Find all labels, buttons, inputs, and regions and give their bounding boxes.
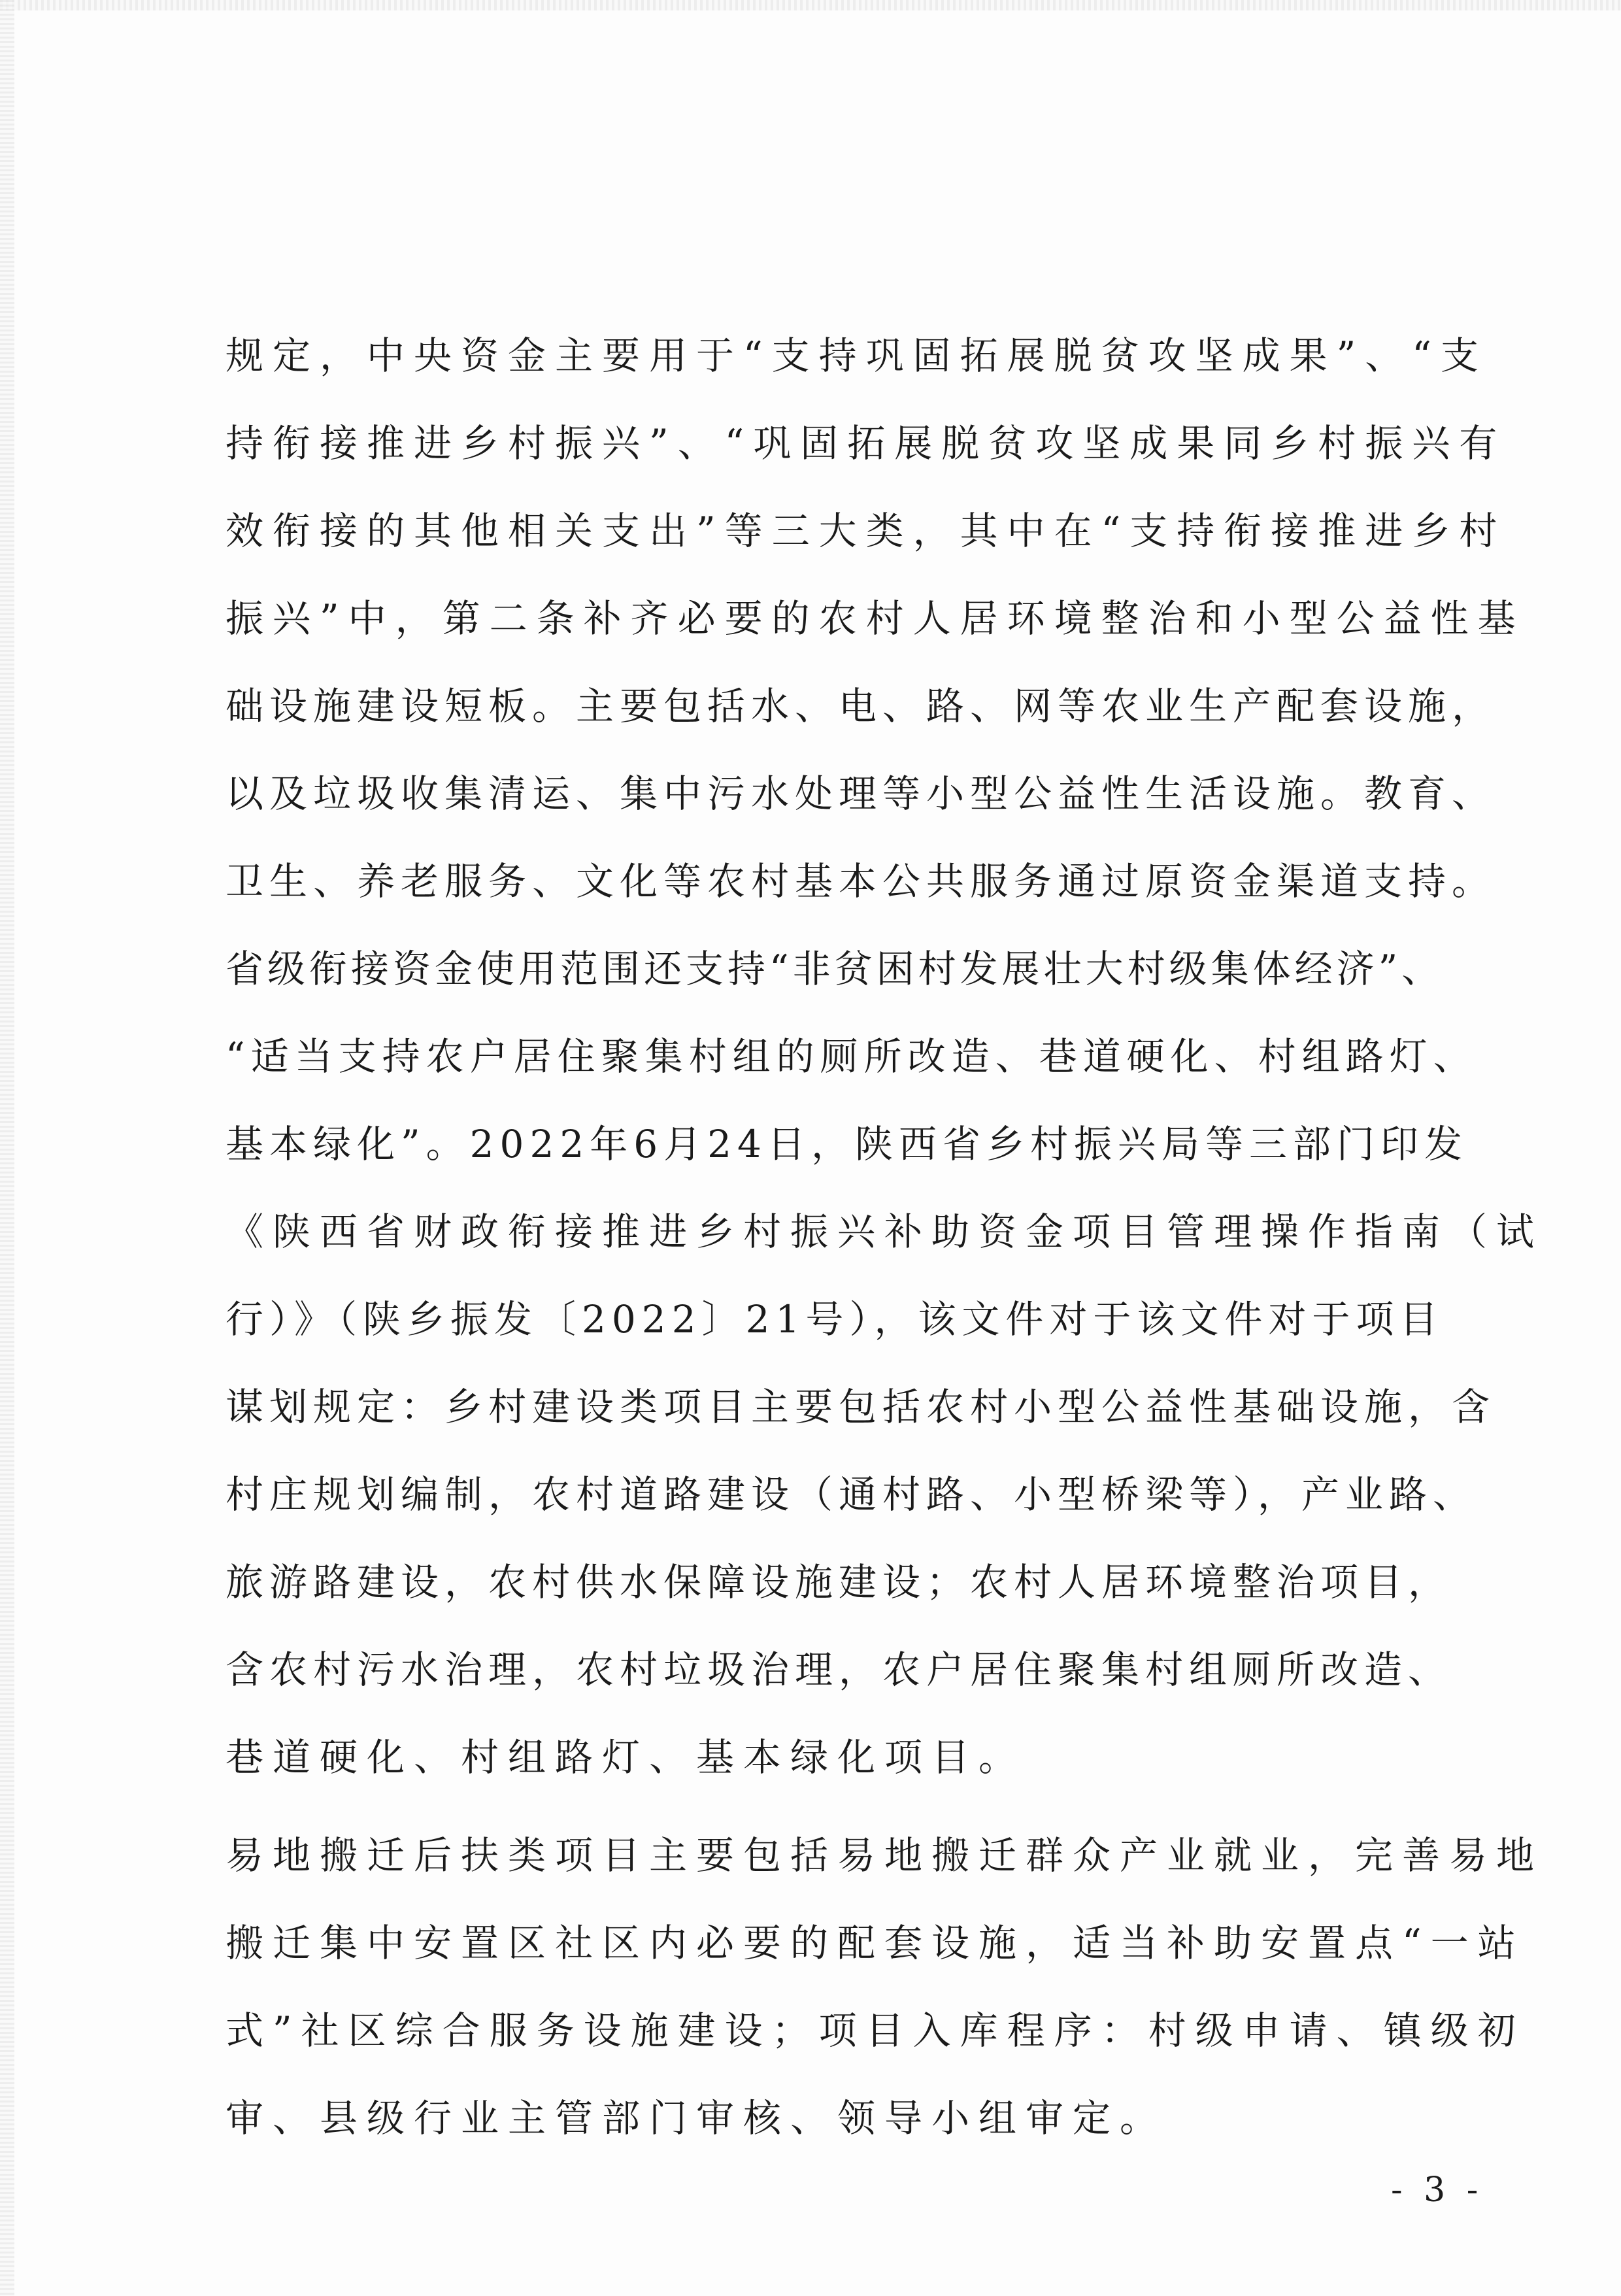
text-line: 基本绿化”。2022年6月24日，陕西省乡村振兴局等三部门印发 <box>226 1122 1468 1166</box>
text-line: 以及垃圾收集清运、集中污水处理等小型公益性生活设施。教育、 <box>226 771 1496 816</box>
text-line: 易地搬迁后扶类项目主要包括易地搬迁群众产业就业，完善易地 <box>226 1833 1544 1878</box>
text-line: 式”社区综合服务设施建设；项目入库程序：村级申请、镇级初 <box>226 2008 1525 2053</box>
text-line: 含农村污水治理，农村垃圾治理，农户居住聚集村组厕所改造、 <box>226 1647 1452 1692</box>
text-line: 卫生、养老服务、文化等农村基本公共服务通过原资金渠道支持。 <box>226 859 1496 903</box>
text-line: 持衔接推进乡村振兴”、“巩固拓展脱贫攻坚成果同乡村振兴有 <box>226 421 1507 465</box>
text-line: 村庄规划编制，农村道路建设（通村路、小型桥梁等），产业路、 <box>226 1472 1477 1517</box>
text-line: 搬迁集中安置区社区内必要的配套设施，适当补助安置点“一站 <box>226 1921 1525 1965</box>
text-line: 规定，中央资金主要用于“支持巩固拓展脱贫攻坚成果”、“支 <box>226 333 1488 378</box>
body-text <box>226 312 1544 2162</box>
page-number: - 3 - <box>1391 2170 1484 2210</box>
text-line: 效衔接的其他相关支出”等三大类，其中在“支持衔接推进乡村 <box>226 509 1507 553</box>
text-line: 础设施建设短板。主要包括水、电、路、网等农业生产配套设施， <box>226 684 1496 728</box>
text-line: 审、县级行业主管部门审核、领导小组审定。 <box>226 2096 1167 2140</box>
text-line: 旅游路建设，农村供水保障设施建设；农村人居环境整治项目， <box>226 1560 1452 1604</box>
text-line: 行）》（陕乡振发〔2022〕21号），该文件对于该文件对于项目 <box>226 1297 1444 1342</box>
text-line: “适当支持农户居住聚集村组的厕所改造、巷道硬化、村组路灯、 <box>226 1034 1477 1079</box>
text-line: 《陕西省财政衔接推进乡村振兴补助资金项目管理操作指南（试 <box>226 1209 1544 1254</box>
text-line: 巷道硬化、村组路灯、基本绿化项目。 <box>226 1735 1026 1780</box>
text-line: 谋划规定：乡村建设类项目主要包括农村小型公益性基础设施，含 <box>226 1385 1496 1429</box>
scan-edge-top <box>0 0 1621 10</box>
text-line: 省级衔接资金使用范围还支持“非贫困村发展壮大村级集体经济”、 <box>226 947 1444 991</box>
scan-edge-left <box>0 0 14 2296</box>
text-line: 振兴”中，第二条补齐必要的农村人居环境整治和小型公益性基 <box>226 596 1525 641</box>
